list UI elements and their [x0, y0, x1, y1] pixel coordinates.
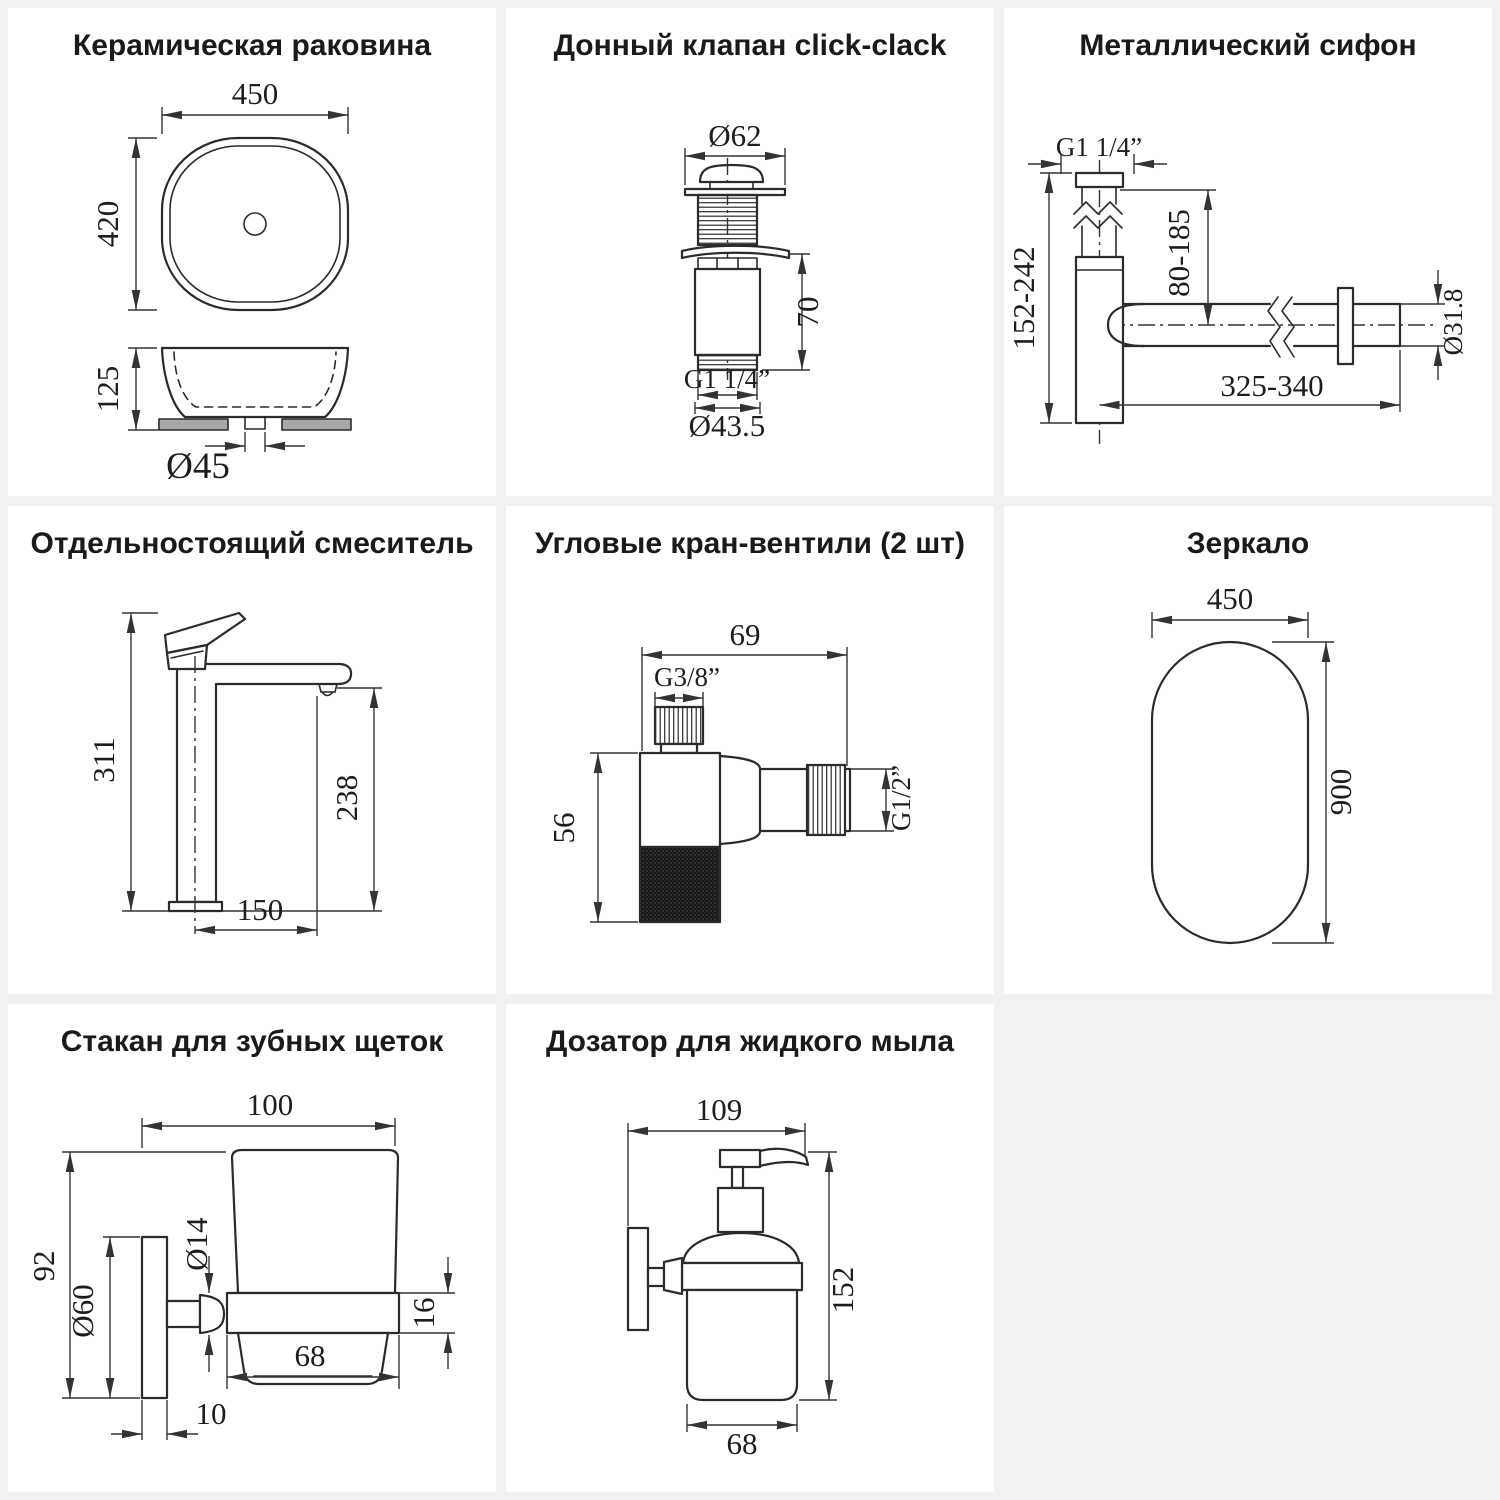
mirror-drawing: [1004, 506, 1492, 994]
mount-arm: [167, 1301, 200, 1327]
knurled-handle: [640, 847, 720, 922]
mixer-dimensions: [86, 613, 382, 936]
angle-valve-drawing: [506, 506, 994, 994]
mount-arm: [648, 1268, 664, 1286]
dim-base-diameter: Ø43.5: [688, 408, 766, 443]
upper-thread: [698, 195, 757, 245]
dim-width: 109: [695, 1092, 743, 1127]
sink-top-view: [162, 138, 348, 310]
dim-bottle-width: 68: [726, 1426, 758, 1461]
ceramic-sink-drawing: [8, 8, 496, 496]
sink-pad-left: [159, 419, 228, 430]
dim-body-height: 70: [790, 296, 825, 328]
tumbler-drawing: [8, 1004, 496, 1492]
dim-outlet-thread: G1/2”: [886, 765, 916, 831]
dim-total-height: 311: [86, 737, 121, 783]
dim-inlet-thread: G3/8”: [654, 662, 720, 692]
tumbler-body: [142, 1150, 399, 1398]
dim-spout-height: 238: [329, 774, 364, 822]
dim-spout-reach: 150: [236, 892, 284, 927]
card-soap-dispenser: [506, 1004, 994, 1492]
wall-plate: [142, 1237, 167, 1398]
dim-length-range: 325-340: [1220, 368, 1324, 403]
dim-width: 450: [1206, 581, 1254, 616]
dim-top-depth: 420: [90, 200, 125, 248]
inlet-thread-section: [655, 707, 703, 744]
card-title: Стакан для зубных щеток: [60, 1025, 444, 1058]
mirror-outline: [1152, 642, 1308, 943]
mirror-dimensions: [1152, 581, 1358, 943]
siphon-drawing: [1004, 8, 1492, 496]
card-mirror: [1004, 506, 1492, 994]
sink-side-view: [159, 348, 351, 430]
dim-height: 56: [546, 812, 581, 844]
angle-valve-body: [640, 707, 850, 922]
dim-arm-diameter: Ø14: [179, 1217, 214, 1271]
dim-ring-height: 16: [406, 1297, 441, 1329]
dim-thread: G1 1/4”: [683, 364, 771, 394]
card-title: Донный клапан click-clack: [553, 29, 947, 62]
dim-length: 69: [729, 617, 761, 652]
dim-top-width: 450: [231, 76, 279, 111]
pump-collar: [718, 1188, 763, 1232]
dim-height-range: 152-242: [1006, 246, 1041, 350]
card-angle-valves: [506, 506, 994, 994]
pump-spout: [760, 1149, 808, 1166]
glass-cup: [232, 1150, 398, 1293]
dim-cup-width: 68: [294, 1338, 326, 1373]
dim-height: 900: [1323, 768, 1358, 816]
card-ceramic-sink: [8, 8, 496, 496]
dispenser-drawing: [506, 1004, 994, 1492]
dispenser-body: [628, 1149, 808, 1400]
pump-head: [720, 1150, 760, 1167]
wall-plate: [628, 1228, 648, 1330]
card-metal-siphon: [1004, 8, 1492, 496]
dim-pipe-diameter: Ø31.8: [1438, 288, 1468, 356]
sink-top-dimensions: [90, 76, 348, 310]
card-title: Керамическая раковина: [72, 29, 432, 62]
holder-ring: [682, 1263, 802, 1290]
card-title: Угловые кран-вентили (2 шт): [535, 527, 965, 560]
dim-height: 92: [26, 1250, 61, 1282]
click-clack-drawing: [506, 8, 994, 496]
dim-riser-range: 80-185: [1161, 209, 1196, 297]
sink-pad-right: [282, 419, 351, 430]
wall-flange: [1338, 288, 1353, 364]
dim-drain-diameter: Ø45: [166, 446, 230, 487]
glass-bottle: [687, 1290, 797, 1400]
dim-height: 152: [825, 1266, 860, 1314]
card-title: Зеркало: [1186, 527, 1310, 560]
card-title: Дозатор для жидкого мыла: [545, 1025, 955, 1058]
empty-cell: [1004, 1004, 1492, 1492]
sink-drain-stub: [245, 417, 265, 429]
card-toothbrush-tumbler: [8, 1004, 496, 1492]
dim-cap-diameter: Ø62: [708, 118, 762, 153]
holder-ring: [227, 1293, 399, 1333]
card-click-clack-valve: [506, 8, 994, 496]
mixer-body: [165, 613, 351, 934]
dim-plate-diameter: Ø60: [65, 1284, 100, 1338]
dim-inlet-thread: G1 1/4”: [1055, 132, 1143, 162]
mixer-drawing: [8, 506, 496, 994]
card-freestanding-mixer: [8, 506, 496, 994]
valve-body: [682, 158, 789, 380]
card-title: Отдельностоящий смеситель: [30, 527, 474, 560]
dim-depth: 100: [246, 1087, 294, 1122]
card-title: Металлический сифон: [1079, 29, 1417, 62]
outlet-thread-section: [807, 765, 845, 835]
dim-plate-thickness: 10: [195, 1396, 227, 1431]
dim-side-height: 125: [90, 365, 125, 413]
angle-valve-dimensions: [546, 617, 916, 922]
